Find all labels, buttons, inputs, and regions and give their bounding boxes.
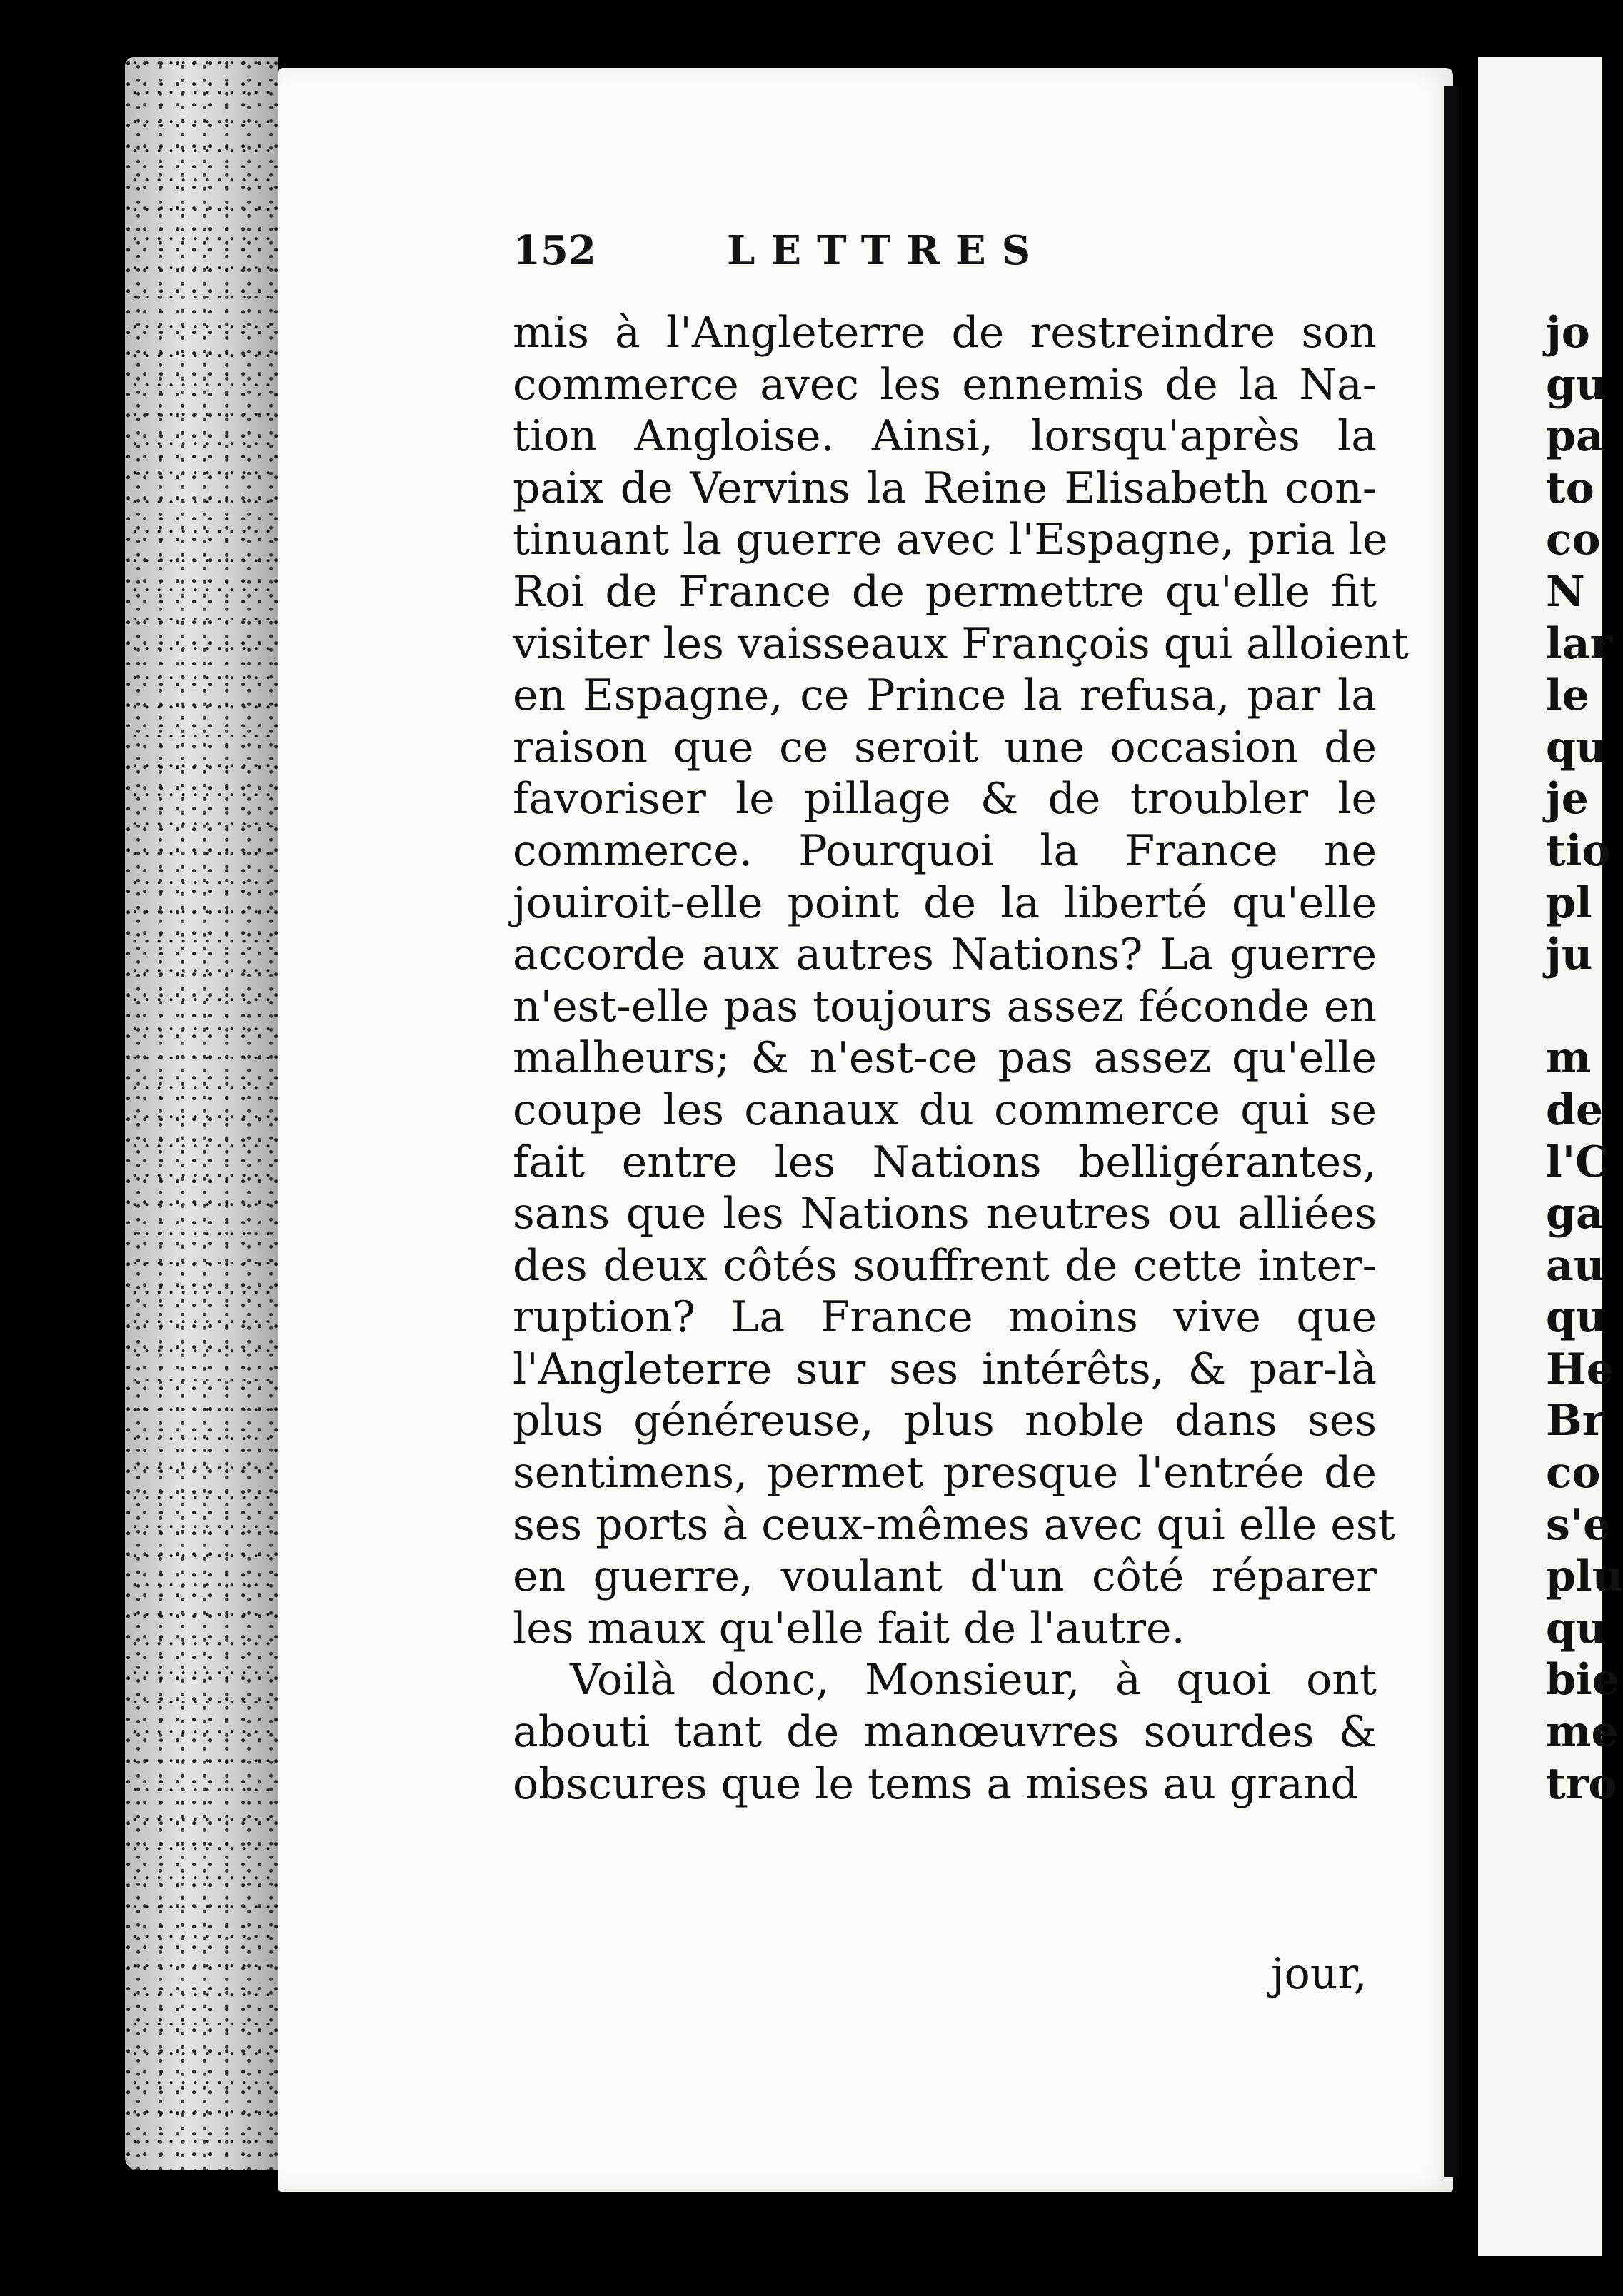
facing-text-fragment: ju [1546,930,1593,980]
facing-text-fragment: plu [1546,1551,1623,1602]
page-number: 152 [513,227,596,274]
facing-text-fragment: de [1546,1084,1604,1135]
facing-text-fragment: je [1546,774,1589,825]
book-gutter [1444,86,1459,2177]
text-line: obscures que le tems a mises au grand [513,1758,1358,1809]
text-line: sans que les Nations neutres ou alliées [513,1189,1377,1239]
facing-text-fragment: bie [1546,1655,1619,1706]
text-line: en Espagne, ce Prince la refusa, par la [513,670,1377,721]
running-title: LETTRES [727,227,1047,274]
facing-text-fragment [1546,981,1602,1033]
facing-text-fragment: me [1546,1707,1619,1758]
facing-text-fragment: tio [1546,825,1611,876]
facing-text-fragment: qu [1546,722,1607,772]
text-line: Roi de France de permettre qu'elle fit [513,566,1377,617]
facing-text-fragment: qu [1546,1292,1607,1343]
text-line: favoriser le pillage & de troubler le [513,774,1377,825]
facing-text-fragment: N [1546,566,1585,617]
facing-text-fragment: ga [1546,1189,1604,1239]
text-line: fait entre les Nations belligérantes, [513,1137,1377,1187]
text-line: malheurs; & n'est-ce pas assez qu'elle [513,1033,1377,1084]
text-line: les maux qu'elle fait de l'autre. [513,1603,1185,1653]
facing-text-fragment: gu [1546,359,1607,410]
text-line: coupe les canaux du commerce qui se [513,1084,1377,1135]
text-line: jouiroit-elle point de la liberté qu'elle [513,877,1377,928]
text-line: tinuant la guerre avec l'Espagne, pria le [513,515,1388,565]
facing-text-fragment: s'e [1546,1499,1611,1550]
facing-text-fragment: m [1546,1033,1592,1084]
facing-text-fragment: l'C [1546,1137,1609,1187]
text-line: tion Angloise. Ainsi, lorsqu'après la [513,411,1377,462]
facing-text-fragment: co [1546,515,1601,565]
facing-text-fragment: lar [1546,618,1613,669]
text-line: raison que ce seroit une occasion de [513,722,1377,772]
text-line: commerce. Pourquoi la France ne [513,825,1377,876]
facing-text-fragment: co [1546,1448,1601,1499]
text-line: commerce avec les ennemis de la Na- [513,359,1377,410]
facing-text-fragment: le [1546,670,1589,721]
facing-text-fragment: jo [1546,308,1590,358]
facing-text-fragment: pa [1546,411,1604,462]
text-line: plus généreuse, plus noble dans ses [513,1396,1377,1446]
facing-page-text [1546,307,1623,1810]
text-line: ruption? La France moins vive que [513,1292,1377,1343]
facing-text-fragment: au [1546,1240,1605,1291]
text-line: ses ports à ceux-mêmes avec qui elle est [513,1499,1395,1550]
text-line: visiter les vaisseaux François qui alloient [513,618,1409,669]
text-line: accorde aux autres Nations? La guerre [513,930,1377,980]
facing-text-fragment: qu [1546,1603,1607,1653]
text-line: en guerre, voulant d'un côté réparer [513,1551,1377,1602]
facing-text-fragment: He [1546,1344,1614,1394]
text-line: n'est-elle pas toujours assez féconde en [513,981,1377,1032]
text-line: mis à l'Angleterre de restreindre son [513,308,1377,358]
facing-text-fragment: to [1546,463,1594,513]
text-line: Voilà donc, Monsieur, à quoi ont [570,1655,1377,1706]
catchword: jour, [1271,1949,1367,1999]
text-line: l'Angleterre sur ses intérêts, & par-là [513,1344,1377,1394]
text-line: sentimens, permet presque l'entrée de [513,1448,1377,1499]
facing-text-fragment: pl [1546,877,1592,928]
body-text [513,307,1409,1810]
text-line: paix de Vervins la Reine Elisabeth con- [513,463,1377,513]
running-head [513,227,1384,277]
page-edge [125,57,278,2170]
text-line: des deux côtés souffrent de cette inter- [513,1240,1377,1291]
facing-text-fragment: Br [1546,1396,1605,1446]
text-line: abouti tant de manœuvres sourdes & [513,1707,1377,1758]
facing-text-fragment: tro [1546,1758,1617,1809]
